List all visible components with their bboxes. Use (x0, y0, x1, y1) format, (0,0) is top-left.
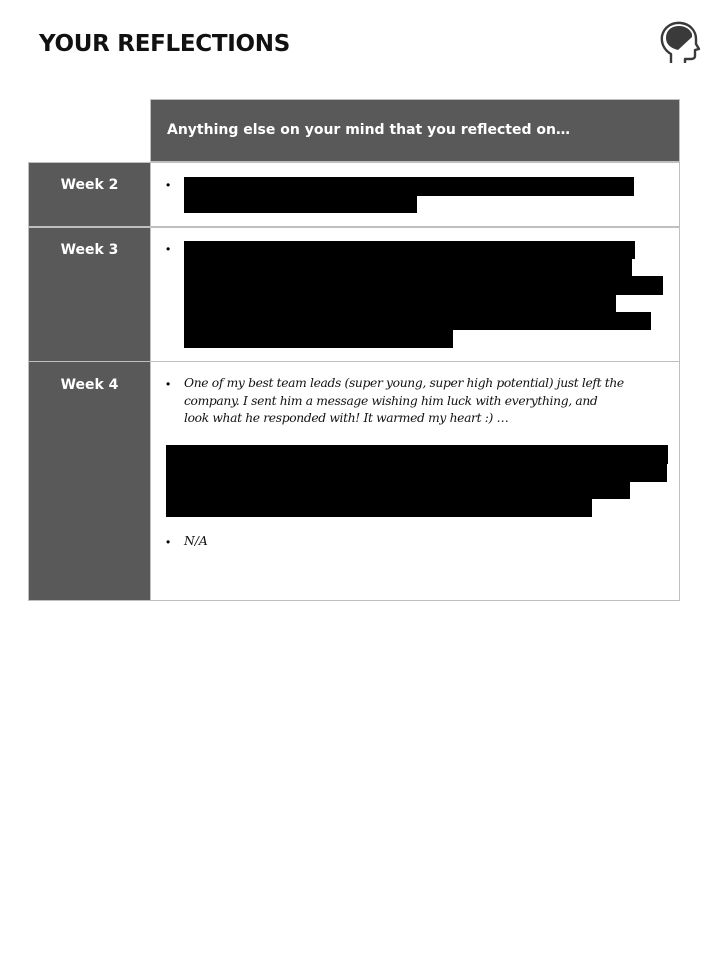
week-label: Week 2 (60, 177, 119, 193)
week-label: Week 4 (60, 377, 119, 393)
redaction-block (166, 481, 630, 499)
week-label: Week 3 (60, 242, 119, 258)
page-title: YOUR REFLECTIONS (39, 31, 290, 57)
table-header (150, 99, 680, 162)
reflection-line: One of my best team leads (super young, super high potential) just left the (184, 376, 624, 390)
redaction-block (184, 329, 453, 348)
redaction-block (184, 177, 634, 196)
row-content-week-4 (150, 361, 680, 601)
na-entry: N/A (184, 534, 208, 548)
redaction-block (184, 196, 417, 213)
redaction-block (184, 312, 651, 330)
head-profile-icon (658, 20, 702, 66)
redaction-block (184, 259, 632, 277)
reflection-line: look what he responded with! It warmed my heart :) … (184, 411, 509, 425)
row-label-week-4 (28, 361, 150, 601)
row-label-week-2 (28, 162, 150, 227)
reflection-line: company. I sent him a message wishing him luck with everything, and (184, 393, 598, 408)
redaction-block (184, 294, 616, 312)
handwritten-reflection (184, 375, 674, 428)
row-label-week-3 (28, 227, 150, 362)
redaction-block (184, 241, 635, 259)
row-content-week-3 (150, 227, 680, 362)
table-header-text: Anything else on your mind that you reflected on… (167, 122, 570, 138)
bullet: • (166, 242, 171, 256)
redaction-block (166, 445, 668, 464)
bullet: • (166, 377, 171, 391)
bullet: • (166, 535, 171, 549)
redaction-block (166, 498, 592, 517)
redaction-block (184, 276, 663, 295)
redaction-block (166, 463, 667, 482)
bullet: • (166, 178, 171, 192)
row-content-week-2 (150, 162, 680, 227)
